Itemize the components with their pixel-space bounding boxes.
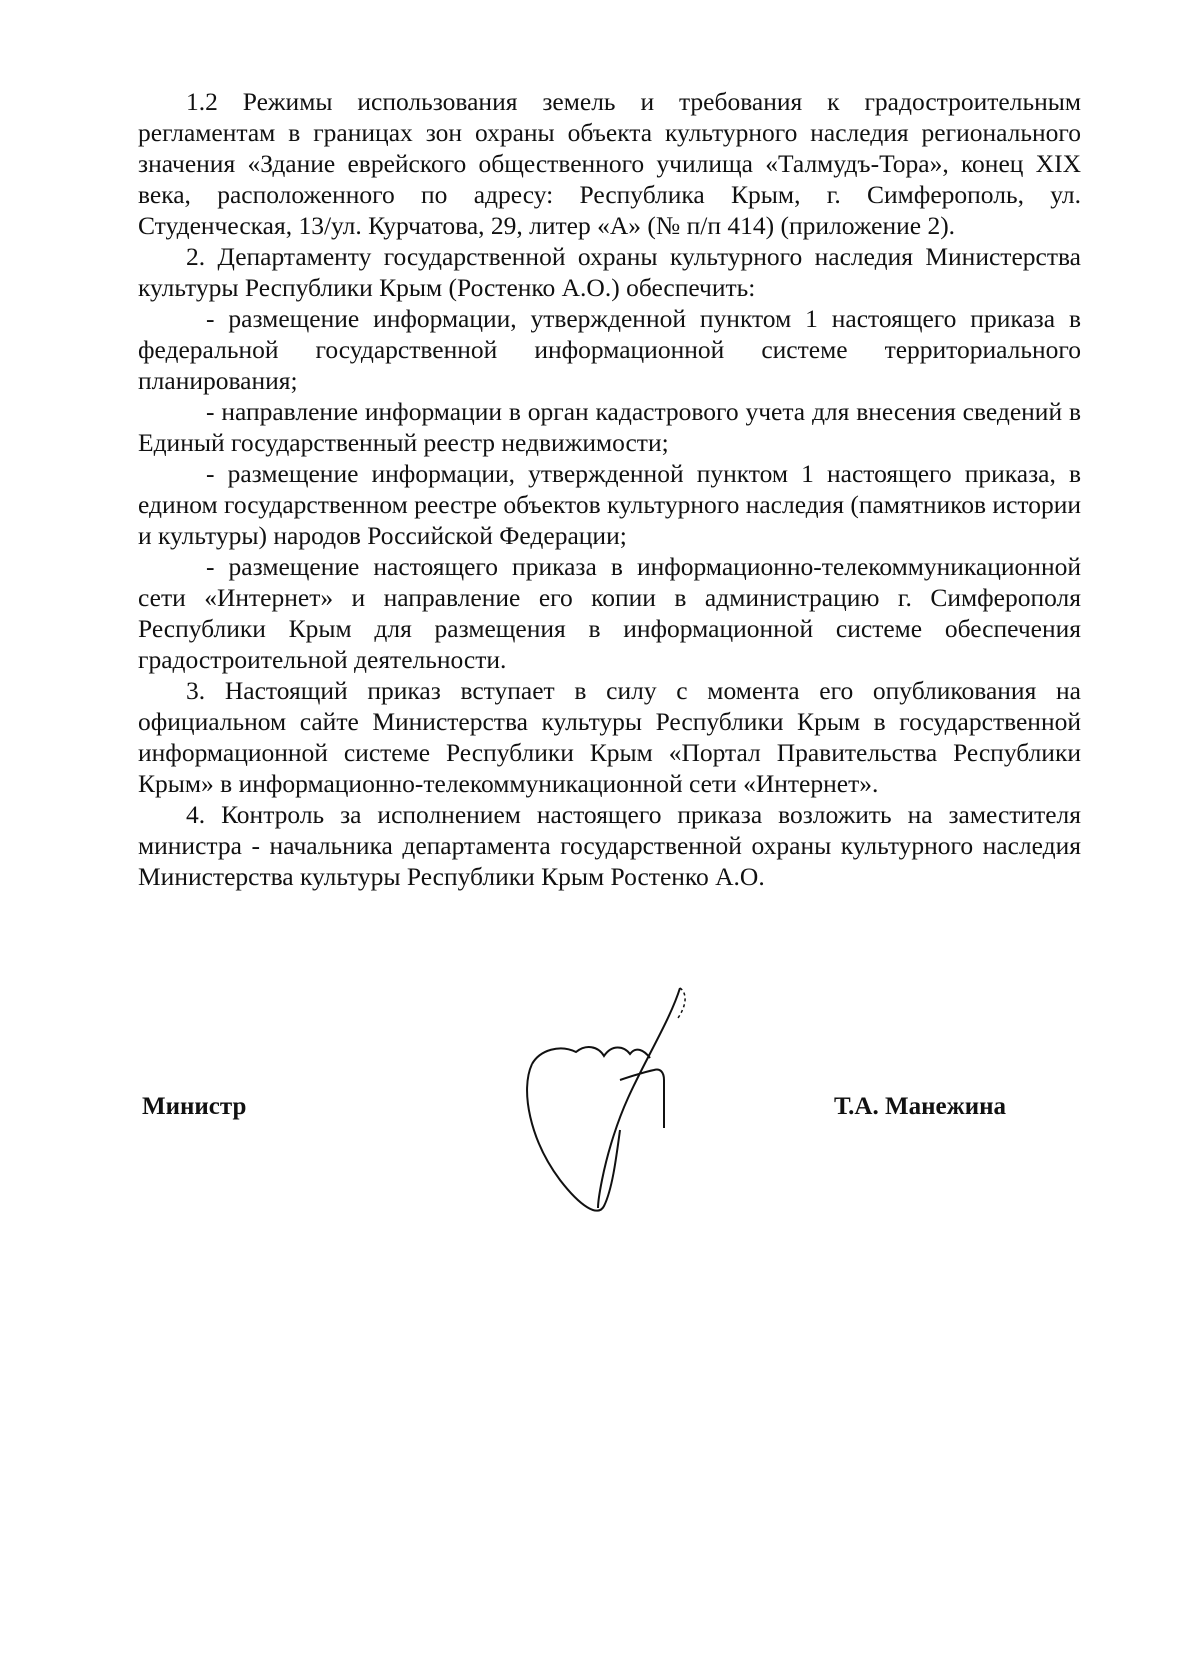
paragraph-2-item-3: - размещение информации, утвержденной пунктом 1 настоящего приказа, в едином государственном реестре объектов культурного наследия (памятников истории и культуры) народов Российской Федерации; [138,459,1081,550]
handwritten-signature-icon [520,980,740,1220]
paragraph-4: 4. Контроль за исполнением настоящего приказа возложить на заместителя министра - начальника департамента государственной охраны культурного наследия Министерства культуры Республики Крым Ростенко А.О. [138,800,1081,891]
paragraph-2: 2. Департаменту государственной охраны культурного наследия Министерства культуры Республики Крым (Ростенко А.О.) обеспечить: [138,242,1081,302]
paragraph-2-item-4: - размещение настоящего приказа в информационно-телекоммуникационной сети «Интернет» и направление его копии в администрацию г. Симферополя Республики Крым для размещения в информационной системе обеспечения градостроительной деятельности. [138,552,1081,674]
paragraph-2-item-2: - направление информации в орган кадастрового учета для внесения сведений в Единый государственный реестр недвижимости; [138,397,1081,457]
paragraph-1-2: 1.2 Режимы использования земель и требования к градостроительным регламентам в границах зон охраны объекта культурного наследия регионального значения «Здание еврейского общественного училища «Талмудъ-Тора», конец XIX века, расположенного по адресу: Республика Крым, г. Симферополь, ул. Студенческая, 13/ул. Курчатова, 29, литер «А» (№ п/п 414) (приложение 2). [138,87,1081,240]
paragraph-2-item-1: - размещение информации, утвержденной пунктом 1 настоящего приказа в федеральной государственной информационной системе территориального планирования; [138,304,1081,395]
paragraph-3: 3. Настоящий приказ вступает в силу с момента его опубликования на официальном сайте Министерства культуры Республики Крым в государственной информационной системе Республики Крым «Портал Правительства Республики Крым» в информационно-телекоммуникационной сети «Интернет». [138,676,1081,798]
signatory-role: Министр [142,1093,247,1120]
signatory-name: Т.А. Манежина [834,1093,1007,1120]
